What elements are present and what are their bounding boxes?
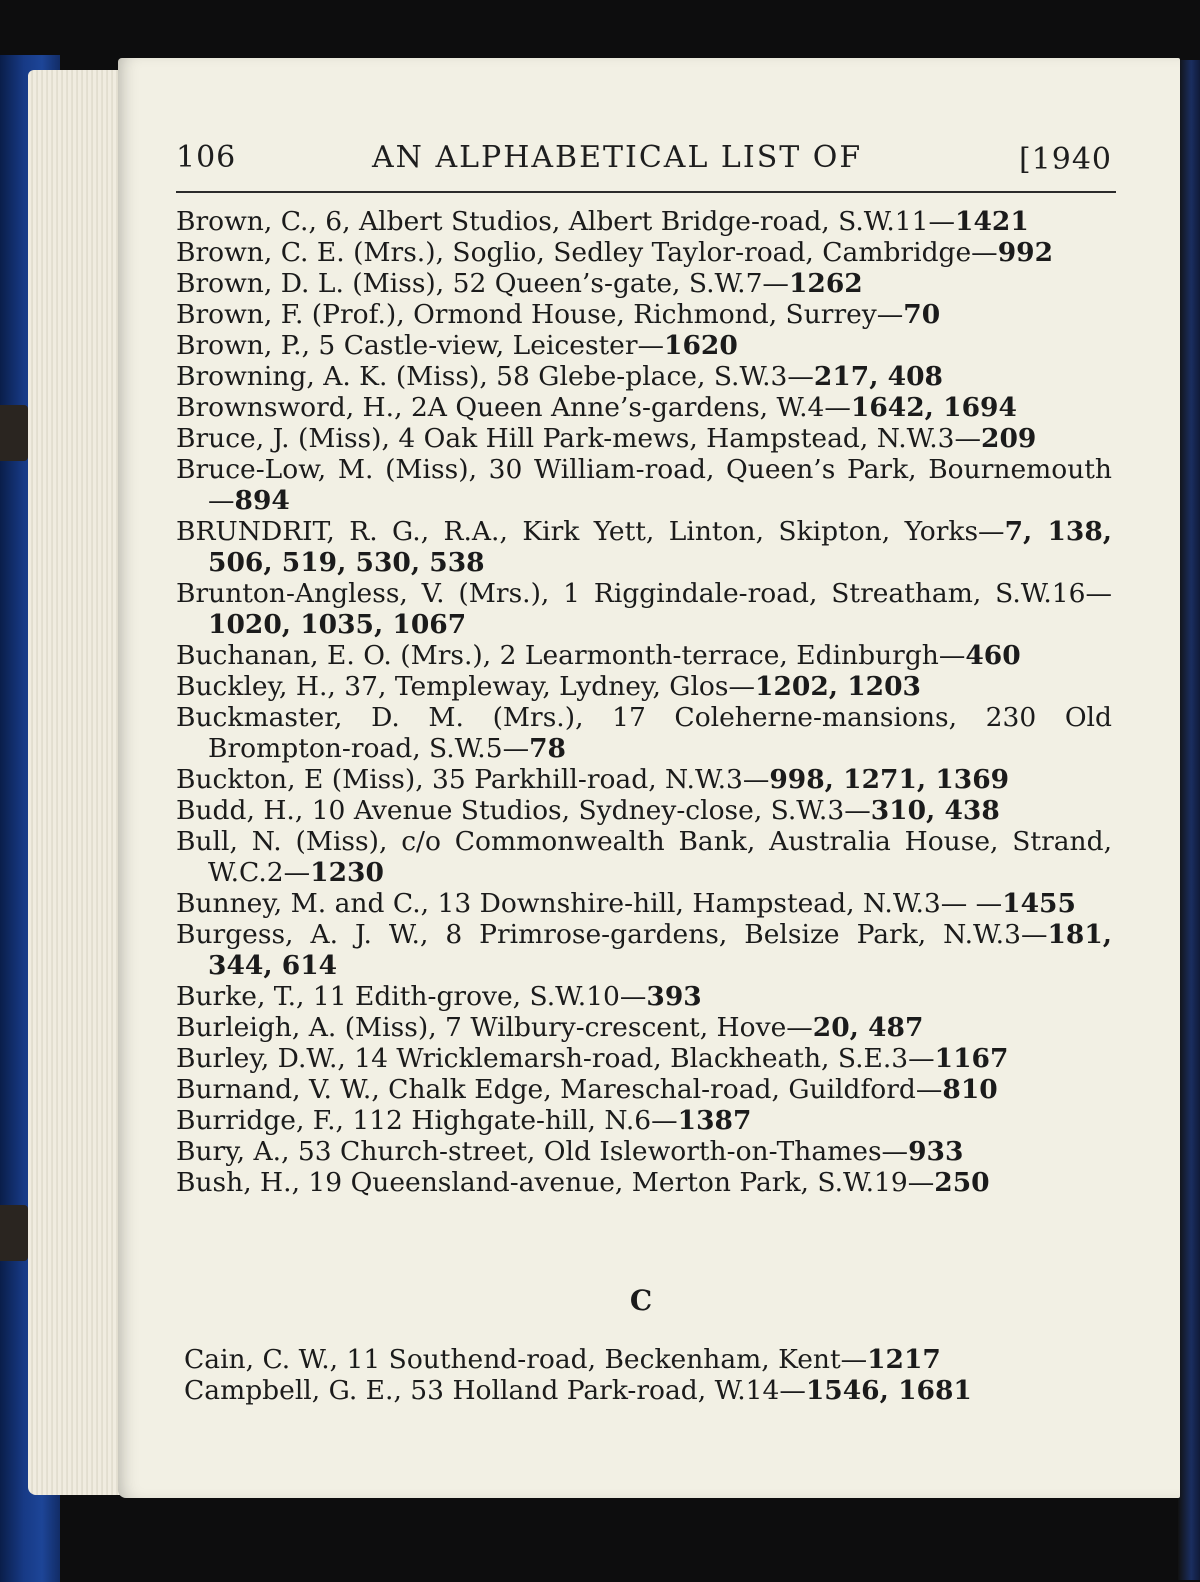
entry-refs: 1262 [788, 268, 863, 299]
spine-tab [0, 405, 28, 461]
entry-text: Cain, C. W., 11 Southend-road, Beckenham, Kent— [184, 1344, 868, 1375]
list-item [176, 237, 1112, 268]
list-item [176, 888, 1112, 919]
entry-text: Burridge, F., 112 Highgate-hill, N.6— [176, 1105, 678, 1136]
entry-text: Bury, A., 53 Church-street, Old Isleworth-on-Thames— [176, 1136, 909, 1167]
entry-refs: 70 [903, 299, 941, 330]
section-heading: C [629, 1284, 653, 1317]
list-item [176, 516, 1112, 578]
list-item [176, 1043, 1112, 1074]
cover-edge [1178, 60, 1200, 1580]
entry-refs: 894 [234, 485, 290, 516]
entry-refs: 217, 408 [813, 361, 943, 392]
entry-list [176, 206, 1112, 1198]
list-item [176, 702, 1112, 764]
entry-refs: 992 [997, 237, 1054, 268]
entry-refs: 1167 [934, 1043, 1009, 1074]
entry-text: Brunton-Angless, V. (Mrs.), 1 Riggindale-road, Streatham, S.W.16— [176, 578, 1112, 609]
list-item [176, 330, 1112, 361]
entry-refs: 209 [981, 423, 1037, 454]
list-item [176, 454, 1112, 516]
entry-refs: 1387 [677, 1105, 752, 1136]
entry-text: Brown, F. (Prof.), Ormond House, Richmond, Surrey— [176, 299, 904, 330]
list-item [176, 981, 1112, 1012]
entry-refs: 1421 [955, 206, 1029, 237]
entry-list-c [184, 1344, 1114, 1406]
list-item [176, 1074, 1112, 1105]
entry-refs: 78 [529, 733, 566, 764]
entry-text: Burgess, A. J. W., 8 Primrose-gardens, Belsize Park, N.W.3— [176, 919, 1048, 950]
entry-refs: 1546, 1681 [805, 1375, 972, 1406]
entry-text: Campbell, G. E., 53 Holland Park-road, W.14— [184, 1375, 806, 1406]
list-item [176, 795, 1112, 826]
list-item [176, 919, 1112, 981]
running-header [176, 140, 1120, 192]
entry-refs: 20, 487 [812, 1012, 924, 1043]
list-item [176, 1167, 1112, 1198]
entry-text: Buckmaster, D. M. (Mrs.), 17 Coleherne-mansions, 230 Old Brompton-road, S.W.5— [176, 702, 1112, 764]
entry-text: Brown, C., 6, Albert Studios, Albert Bridge-road, S.W.11— [176, 206, 956, 237]
entry-text: Bunney, M. and C., 13 Downshire-hill, Hampstead, N.W.3— — [176, 888, 1003, 919]
page-number: 106 [176, 140, 237, 175]
list-item [176, 361, 1112, 392]
entry-refs: 1230 [310, 857, 384, 888]
spine-tab [0, 1205, 28, 1261]
entry-refs: 1455 [1002, 888, 1076, 919]
entry-refs: 310, 438 [870, 795, 1000, 826]
header-year: [1940 [1018, 142, 1112, 177]
list-item [176, 268, 1112, 299]
entry-text: Brown, P., 5 Castle-view, Leicester— [176, 330, 665, 361]
entry-text: Brown, C. E. (Mrs.), Soglio, Sedley Taylor-road, Cambridge— [176, 237, 998, 268]
entry-refs: 1217 [867, 1344, 941, 1375]
entry-refs: 1020, 1035, 1067 [208, 609, 467, 640]
header-rule [176, 191, 1116, 193]
list-item [176, 1105, 1112, 1136]
list-item [176, 206, 1112, 237]
entry-text: Buchanan, E. O. (Mrs.), 2 Learmonth-terrace, Edinburgh— [176, 640, 966, 671]
entry-refs: 393 [646, 981, 702, 1012]
entry-refs: 250 [934, 1167, 990, 1198]
entry-refs: 1202, 1203 [755, 671, 921, 702]
list-item [184, 1375, 1114, 1406]
list-item [176, 578, 1112, 640]
entry-text: Browning, A. K. (Miss), 58 Glebe-place, S.W.3— [176, 361, 814, 392]
entry-text: BRUNDRIT, R. G., R.A., Kirk Yett, Linton, Skipton, Yorks— [176, 516, 1005, 547]
entry-refs: 1642, 1694 [850, 392, 1017, 423]
entry-text: Brown, D. L. (Miss), 52 Queen’s-gate, S.W.7— [176, 268, 789, 299]
entry-refs: 7, 138, 506, 519, 530, 538 [208, 516, 1112, 578]
entry-text: Brownsword, H., 2A Queen Anne’s-gardens, W.4— [176, 392, 851, 423]
entry-refs: 1620 [664, 330, 738, 361]
entry-text: Bruce, J. (Miss), 4 Oak Hill Park-mews, Hampstead, N.W.3— [176, 423, 982, 454]
list-item [176, 640, 1112, 671]
list-item [176, 764, 1112, 795]
page-title: AN ALPHABETICAL LIST OF [372, 140, 863, 175]
entry-text: Burleigh, A. (Miss), 7 Wilbury-crescent, Hove— [176, 1012, 813, 1043]
entry-refs: 181, 344, 614 [208, 919, 1112, 981]
entry-text: Budd, H., 10 Avenue Studios, Sydney-close, S.W.3— [176, 795, 871, 826]
entry-text: Burnand, V. W., Chalk Edge, Mareschal-road, Guildford— [176, 1074, 943, 1105]
entry-text: Bull, N. (Miss), c/o Commonwealth Bank, Australia House, Strand, W.C.2— [176, 826, 1112, 888]
entry-refs: 998, 1271, 1369 [769, 764, 1010, 795]
list-item [176, 826, 1112, 888]
entry-text: Bruce-Low, M. (Miss), 30 William-road, Queen’s Park, Bournemouth— [176, 454, 1112, 516]
entry-refs: 933 [908, 1136, 964, 1167]
entry-text: Buckley, H., 37, Templeway, Lydney, Glos— [176, 671, 755, 702]
list-item [176, 392, 1112, 423]
entry-text: Bush, H., 19 Queensland-avenue, Merton Park, S.W.19— [176, 1167, 935, 1198]
list-item [176, 423, 1112, 454]
list-item [176, 671, 1112, 702]
entry-text: Burley, D.W., 14 Wricklemarsh-road, Blackheath, S.E.3— [176, 1043, 935, 1074]
entry-text: Burke, T., 11 Edith-grove, S.W.10— [176, 981, 647, 1012]
entry-refs: 810 [942, 1074, 998, 1105]
list-item [184, 1344, 1114, 1375]
list-item [176, 1012, 1112, 1043]
entry-refs: 460 [965, 640, 1021, 671]
list-item [176, 299, 1112, 330]
list-item [176, 1136, 1112, 1167]
entry-text: Buckton, E (Miss), 35 Parkhill-road, N.W.3— [176, 764, 770, 795]
